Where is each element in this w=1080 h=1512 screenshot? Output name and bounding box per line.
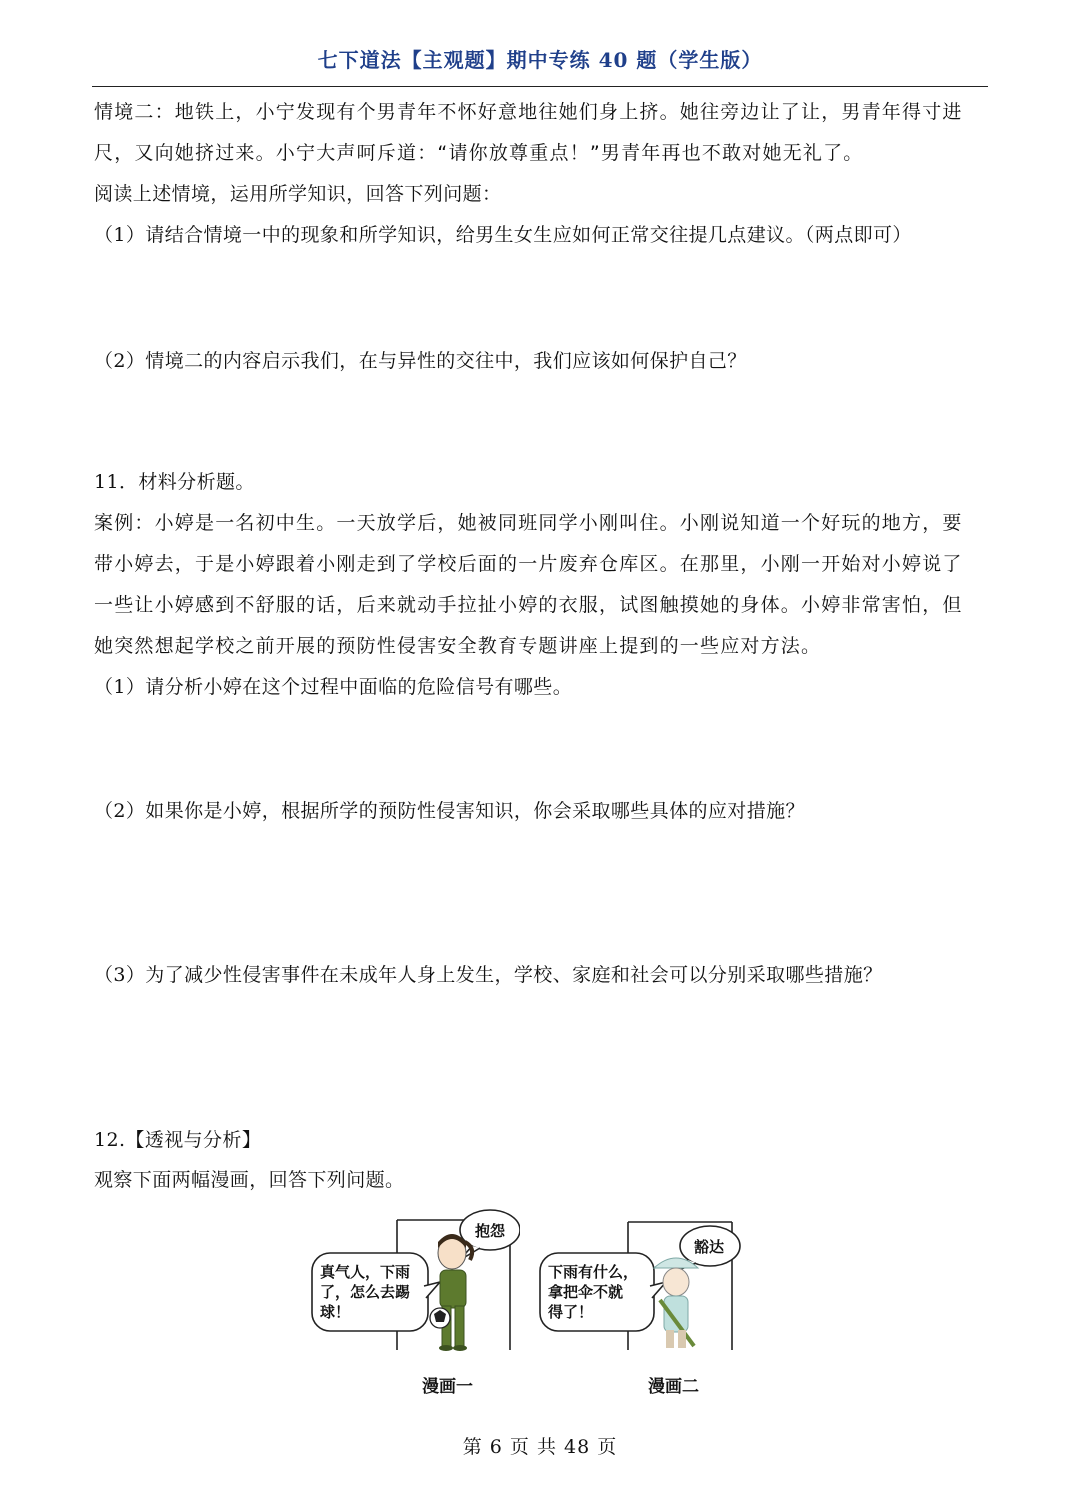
- q12-instruction: 观察下面两幅漫画，回答下列问题。: [94, 1169, 405, 1191]
- q12-title: 12.【透视与分析】: [94, 1129, 262, 1151]
- girl-figure-icon: [430, 1234, 472, 1351]
- q11-sub1: （1）请分析小婷在这个过程中面临的危险信号有哪些。: [94, 676, 573, 698]
- comic-1-bubble-line: 真气人，下雨: [320, 1263, 411, 1281]
- comic-1-tag: 抱怨: [475, 1222, 506, 1240]
- comic-1-bubble-line: 了，怎么去踢: [320, 1283, 411, 1301]
- q11-sub2: （2）如果你是小婷，根据所学的预防性侵害知识，你会采取哪些具体的应对措施？: [94, 800, 805, 822]
- q11-case-line: 带小婷去，于是小婷跟着小刚走到了学校后面的一片废弃仓库区。在那里，小刚一开始对小婷说了: [94, 553, 963, 575]
- comic-1-caption: 漫画一: [422, 1377, 473, 1397]
- comic-2-bubble-line: 得了！: [548, 1303, 594, 1321]
- q11-sub3: （3）为了减少性侵害事件在未成年人身上发生，学校、家庭和社会可以分别采取哪些措施？: [94, 964, 883, 986]
- comic-2-bubble-line: 拿把伞不就: [548, 1283, 624, 1301]
- child-with-umbrella-icon: [654, 1258, 698, 1348]
- situation2-line-1: 情境二：地铁上，小宁发现有个男青年不怀好意地往她们身上挤。她往旁边让了让，男青年得寸进: [94, 101, 963, 123]
- header-divider: [92, 86, 988, 87]
- q11-case-line: 一些让小婷感到不舒服的话，后来就动手拉扯小婷的衣服，试图触摸她的身体。小婷非常害怕，但: [94, 594, 963, 616]
- q10-sub1: （1）请结合情境一中的现象和所学知识，给男生女生应如何正常交往提几点建议。（两点即可）: [94, 224, 912, 246]
- q11-case-line: 案例：小婷是一名初中生。一天放学后，她被同班同学小刚叫住。小刚说知道一个好玩的地方，要: [94, 512, 963, 534]
- q10-instruction: 阅读上述情境，运用所学知识，回答下列问题：: [94, 183, 502, 205]
- comic-2-bubble-line: 下雨有什么，: [548, 1263, 639, 1281]
- page-footer: 第 6 页 共 48 页: [462, 1436, 618, 1458]
- q10-sub2: （2）情境二的内容启示我们，在与异性的交往中，我们应该如何保护自己？: [94, 350, 747, 372]
- comic-panel-2: [536, 1208, 756, 1408]
- situation2-line-2: 尺，又向她挤过来。小宁大声呵斥道：“请你放尊重点！”男青年再也不敢对她无礼了。: [94, 142, 864, 164]
- page-header-title: 七下道法【主观题】期中专练 40 题（学生版）: [317, 48, 763, 72]
- comic-1-bubble-line: 球！: [320, 1303, 351, 1321]
- q11-case-line: 她突然想起学校之前开展的预防性侵害安全教育专题讲座上提到的一些应对方法。: [94, 635, 822, 657]
- q11-title: 11．材料分析题。: [94, 471, 255, 493]
- comic-2-caption: 漫画二: [648, 1377, 699, 1397]
- comic-panel-1: [300, 1208, 520, 1408]
- comic-2-tag: 豁达: [694, 1238, 725, 1256]
